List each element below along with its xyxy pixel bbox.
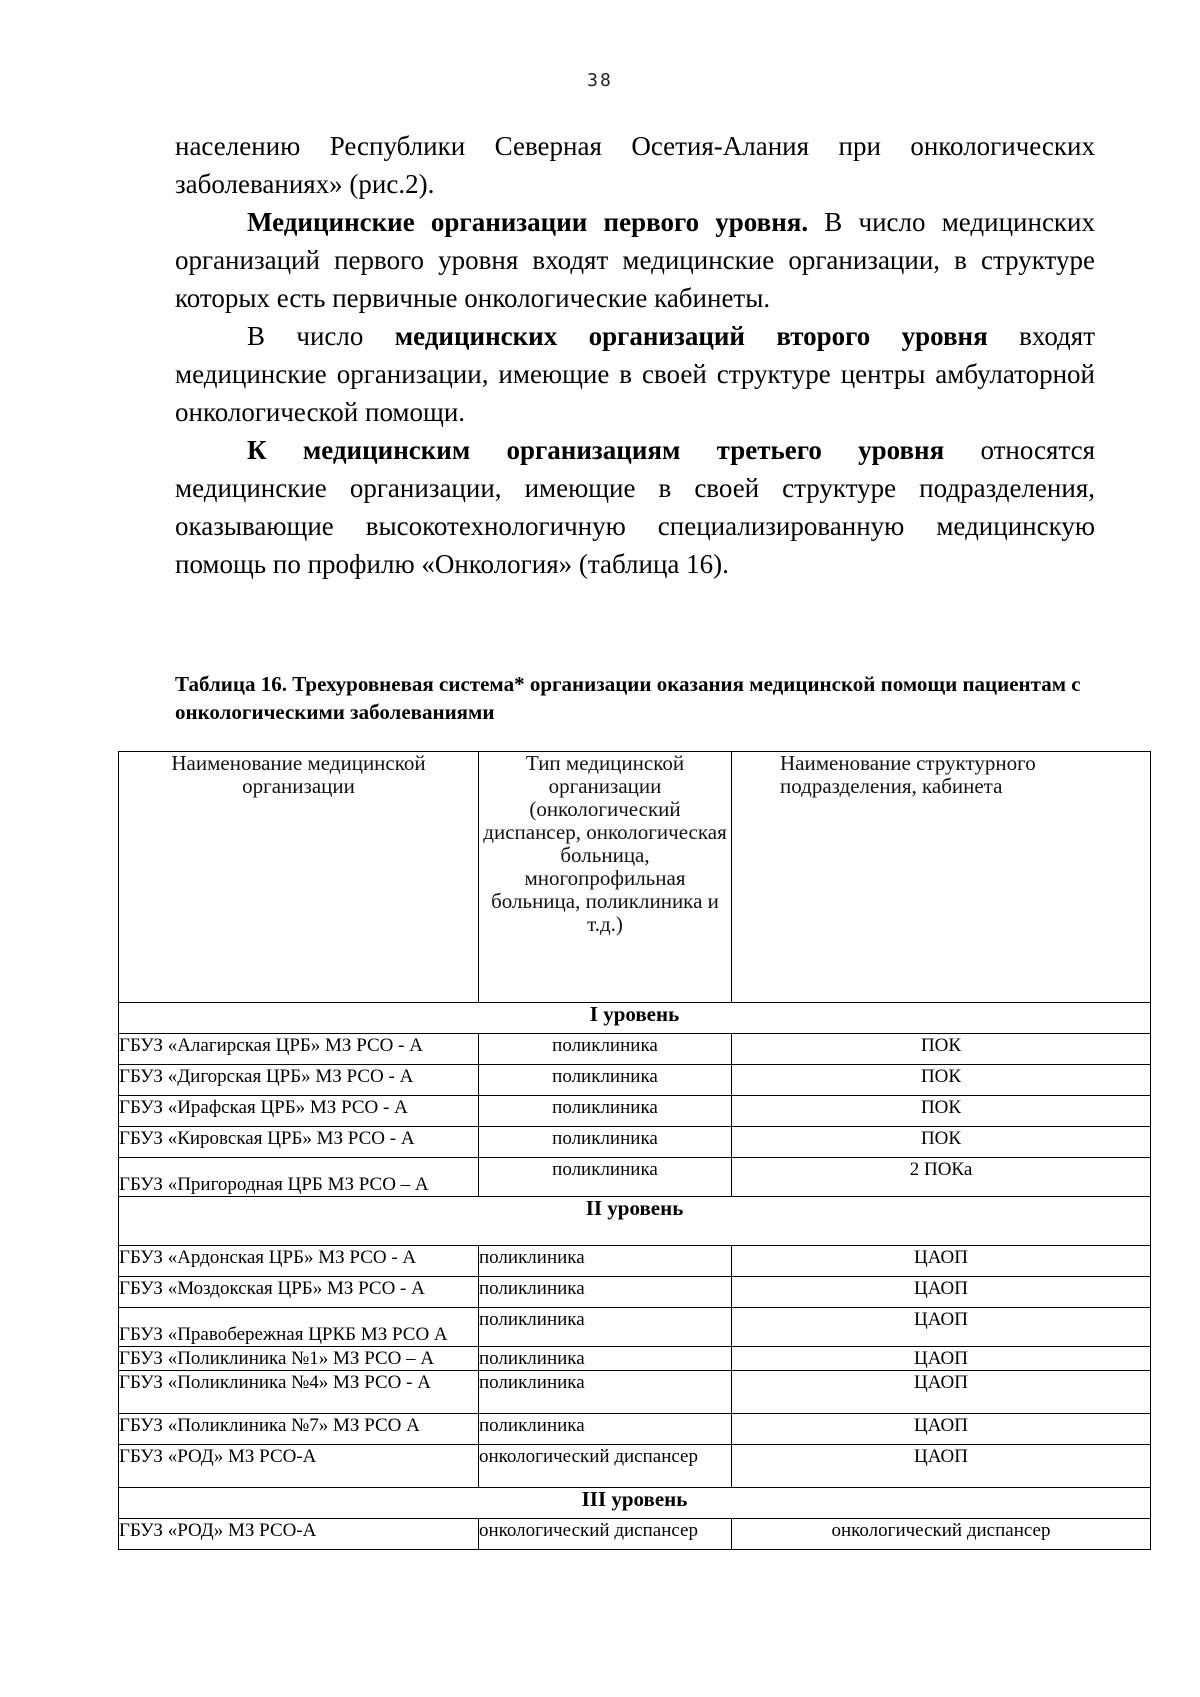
table-caption: Таблица 16. Трехуровневая система* организации оказания медицинской помощи пациентам с онкологическими заболеваниями bbox=[175, 672, 1081, 724]
level-title: III уровень bbox=[119, 1488, 1151, 1519]
cell-type: поликлиника bbox=[479, 1277, 732, 1308]
paragraph-4-text: относятся медицинские организации, имеющие в своей структуре подразделения, оказывающие высокотехнологичную специализированную медицинскую помощь по профилю «Онкология» (таблица 16). bbox=[175, 435, 1095, 579]
table-header-row bbox=[119, 752, 1151, 1003]
table-row bbox=[119, 1096, 1151, 1127]
cell-organization: ГБУЗ «Правобережная ЦРКБ МЗ РСО А bbox=[119, 1308, 479, 1347]
paragraph-2-text: В число медицинских организаций первого уровня входят медицинские организации, в структуре которых есть первичные онкологические кабинеты. bbox=[175, 207, 1095, 313]
cell-division: ЦАОП bbox=[732, 1347, 1151, 1371]
cell-type: поликлиника bbox=[479, 1034, 732, 1065]
cell-division: ЦАОП bbox=[732, 1445, 1151, 1488]
paragraph-1: населению Республики Северная Осетия-Алания при онкологических заболеваниях» (рис.2). bbox=[175, 131, 1095, 199]
cell-organization: ГБУЗ «Ардонская ЦРБ» МЗ РСО - А bbox=[119, 1246, 479, 1277]
cell-organization: ГБУЗ «Кировская ЦРБ» МЗ РСО - А bbox=[119, 1127, 479, 1158]
cell-type: онкологический диспансер bbox=[479, 1519, 732, 1550]
cell-type: поликлиника bbox=[479, 1065, 732, 1096]
cell-type: поликлиника bbox=[479, 1127, 732, 1158]
table-row bbox=[119, 1414, 1151, 1445]
cell-division: ПОК bbox=[732, 1127, 1151, 1158]
cell-organization: ГБУЗ «Поликлиника №1» МЗ РСО – А bbox=[119, 1347, 479, 1371]
cell-type: поликлиника bbox=[479, 1246, 732, 1277]
levels-table bbox=[118, 751, 1151, 1550]
paragraph-4 bbox=[175, 431, 1095, 583]
paragraph-2-heading: Медицинские организации первого уровня. bbox=[247, 207, 809, 237]
header-organization: Наименование медицинской организации bbox=[119, 752, 479, 1003]
cell-division: 2 ПОКа bbox=[732, 1158, 1151, 1197]
table-row bbox=[119, 1127, 1151, 1158]
table-row bbox=[119, 1246, 1151, 1277]
cell-organization: ГБУЗ «Ирафская ЦРБ» МЗ РСО - А bbox=[119, 1096, 479, 1127]
cell-division: ПОК bbox=[732, 1096, 1151, 1127]
header-type: Тип медицинской организации (онкологический диспансер, онкологическая больница, многопрофильная больница, поликлиника и т.д.) bbox=[479, 752, 732, 1003]
cell-organization: ГБУЗ «Поликлиника №4» МЗ РСО - А bbox=[119, 1371, 479, 1414]
cell-division: ЦАОП bbox=[732, 1414, 1151, 1445]
cell-type: онкологический диспансер bbox=[479, 1445, 732, 1488]
cell-type: поликлиника bbox=[479, 1308, 732, 1347]
header-division: Наименование структурного подразделения, кабинета bbox=[732, 752, 1151, 1003]
cell-type: поликлиника bbox=[479, 1158, 732, 1197]
cell-division: ПОК bbox=[732, 1065, 1151, 1096]
table-row bbox=[119, 1371, 1151, 1414]
level-row bbox=[119, 1003, 1151, 1034]
cell-type: поликлиника bbox=[479, 1347, 732, 1371]
cell-division: ЦАОП bbox=[732, 1277, 1151, 1308]
table-row bbox=[119, 1347, 1151, 1371]
level-row bbox=[119, 1197, 1151, 1246]
cell-organization: ГБУЗ «Пригородная ЦРБ МЗ РСО – А bbox=[119, 1158, 479, 1197]
cell-division: ПОК bbox=[732, 1034, 1151, 1065]
body-text bbox=[175, 127, 1095, 583]
table-row bbox=[119, 1445, 1151, 1488]
level-row bbox=[119, 1488, 1151, 1519]
paragraph-4-heading: К медицинским организациям третьего уровня bbox=[247, 435, 945, 465]
level-title: II уровень bbox=[119, 1197, 1151, 1246]
paragraph-3-text-a: В число bbox=[247, 321, 395, 351]
cell-division: ЦАОП bbox=[732, 1246, 1151, 1277]
page-number: 38 bbox=[587, 70, 613, 91]
table-row bbox=[119, 1277, 1151, 1308]
cell-organization: ГБУЗ «Поликлиника №7» МЗ РСО А bbox=[119, 1414, 479, 1445]
cell-division: онкологический диспансер bbox=[732, 1519, 1151, 1550]
cell-organization: ГБУЗ «Моздокская ЦРБ» МЗ РСО - А bbox=[119, 1277, 479, 1308]
table-row bbox=[119, 1034, 1151, 1065]
paragraph-3-heading: медицинских организаций второго уровня bbox=[394, 321, 988, 351]
table-row bbox=[119, 1308, 1151, 1347]
cell-type: поликлиника bbox=[479, 1371, 732, 1414]
paragraph-2 bbox=[175, 203, 1095, 317]
cell-type: поликлиника bbox=[479, 1096, 732, 1127]
cell-type: поликлиника bbox=[479, 1414, 732, 1445]
cell-division: ЦАОП bbox=[732, 1371, 1151, 1414]
cell-division: ЦАОП bbox=[732, 1308, 1151, 1347]
table-row bbox=[119, 1158, 1151, 1197]
paragraph-3 bbox=[175, 317, 1095, 431]
table-row bbox=[119, 1065, 1151, 1096]
table-row bbox=[119, 1519, 1151, 1550]
cell-organization: ГБУЗ «РОД» МЗ РСО-А bbox=[119, 1445, 479, 1488]
cell-organization: ГБУЗ «РОД» МЗ РСО-А bbox=[119, 1519, 479, 1550]
paragraph-3-text-b: входят медицинские организации, имеющие в своей структуре центры амбулаторной онкологической помощи. bbox=[175, 321, 1095, 427]
cell-organization: ГБУЗ «Дигорская ЦРБ» МЗ РСО - А bbox=[119, 1065, 479, 1096]
level-title: I уровень bbox=[119, 1003, 1151, 1034]
cell-organization: ГБУЗ «Алагирская ЦРБ» МЗ РСО - А bbox=[119, 1034, 479, 1065]
